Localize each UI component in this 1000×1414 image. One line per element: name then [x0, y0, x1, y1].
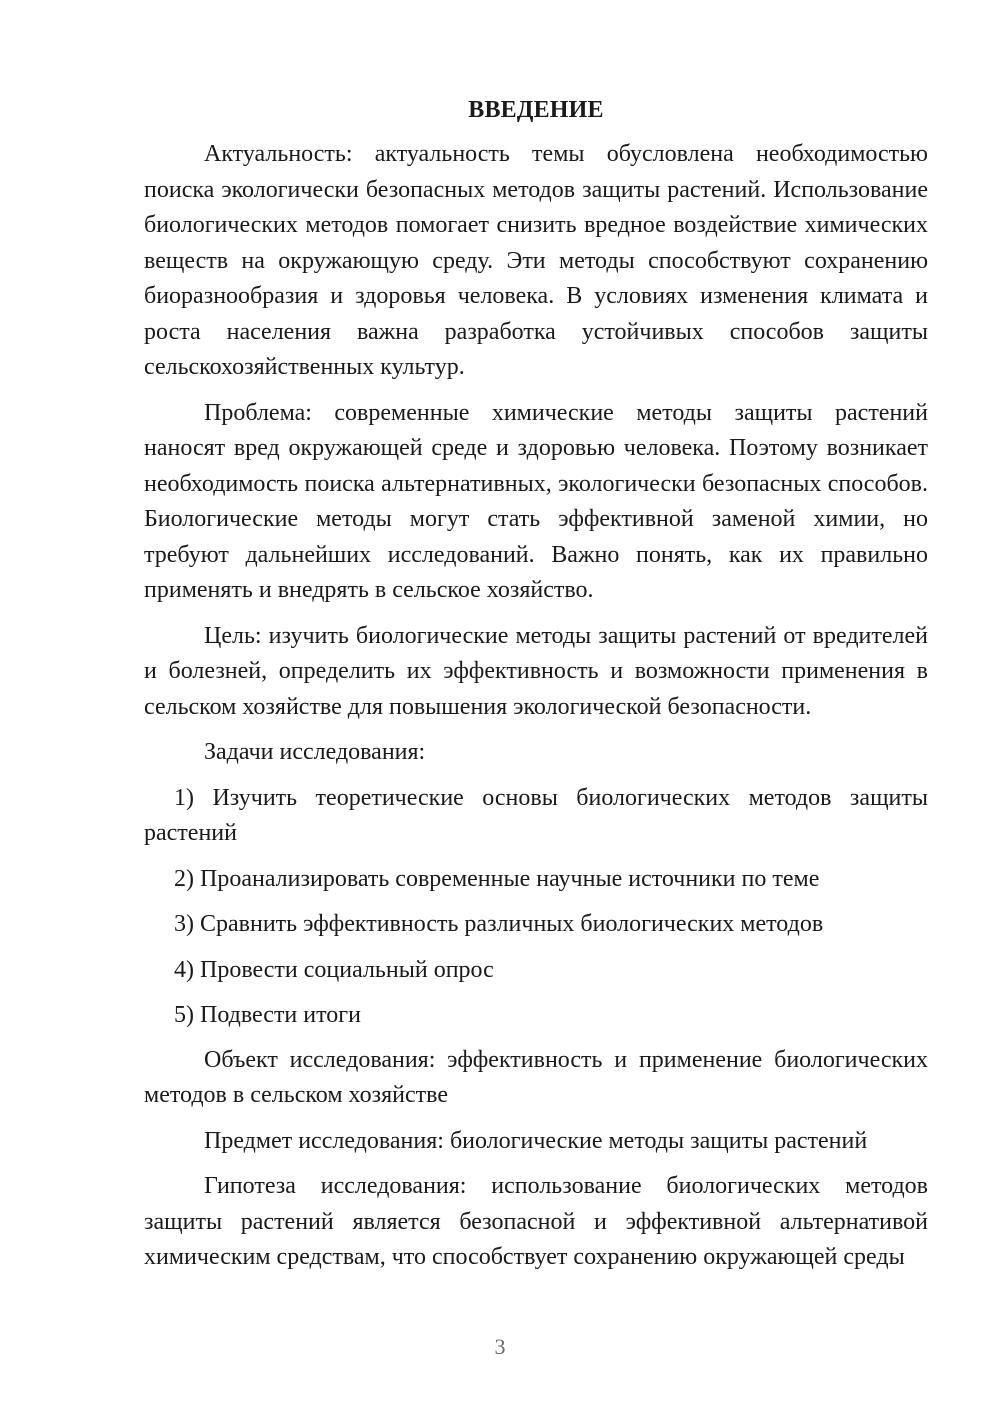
document-page: [144, 92, 928, 1286]
task-item-2: 2) Проанализировать современные научные источники по теме: [174, 865, 820, 892]
page-title: ВВЕДЕНИЕ: [468, 97, 604, 123]
paragraph-problem: Проблема: современные химические методы защиты растений наносят вред окружающей среде и здоровью человека. Поэтому возникает необходимость поиска альтернативных, экологически безопасных способов. Биологические методы могут стать эффективной заменой химии, но требуют дальнейших исследований. Важно понять, как их правильно применять и внедрять в сельское хозяйство.: [144, 399, 928, 603]
paragraph-goal: Цель: изучить биологические методы защиты растений от вредителей и болезней, определить их эффективность и возможности применения в сельском хозяйстве для повышения экологической безопасности.: [144, 622, 928, 720]
paragraph-hypothesis: Гипотеза исследования: использование биологических методов защиты растений является безопасной и эффективной альтернативой химическим средствам, что способствует сохранению окружающей среды: [144, 1173, 928, 1270]
paragraph-object: Объект исследования: эффективность и применение биологических методов в сельском хозяйстве: [144, 1046, 928, 1108]
task-item-5: 5) Подвести итоги: [174, 1002, 361, 1028]
task-item-4: 4) Провести социальный опрос: [174, 956, 494, 983]
page-number: 3: [494, 1334, 506, 1359]
paragraph-subject: Предмет исследования: биологические методы защиты растений: [204, 1127, 868, 1154]
task-item-3: 3) Сравнить эффективность различных биологических методов: [174, 911, 824, 937]
paragraph-relevance: Актуальность: актуальность темы обусловлена необходимостью поиска экологически безопасных методов защиты растений. Использование биологических методов помогает снизить вредное воздействие химических веществ на окружающую среду. Эти методы способствуют сохранению биоразнообразия и здоровья человека. В условиях изменения климата и роста населения важна разработка устойчивых способов защиты сельскохозяйственных культур.: [144, 141, 928, 380]
task-item-1: 1) Изучить теоретические основы биологических методов защиты растений: [144, 784, 928, 846]
tasks-heading: Задачи исследования:: [204, 739, 426, 765]
